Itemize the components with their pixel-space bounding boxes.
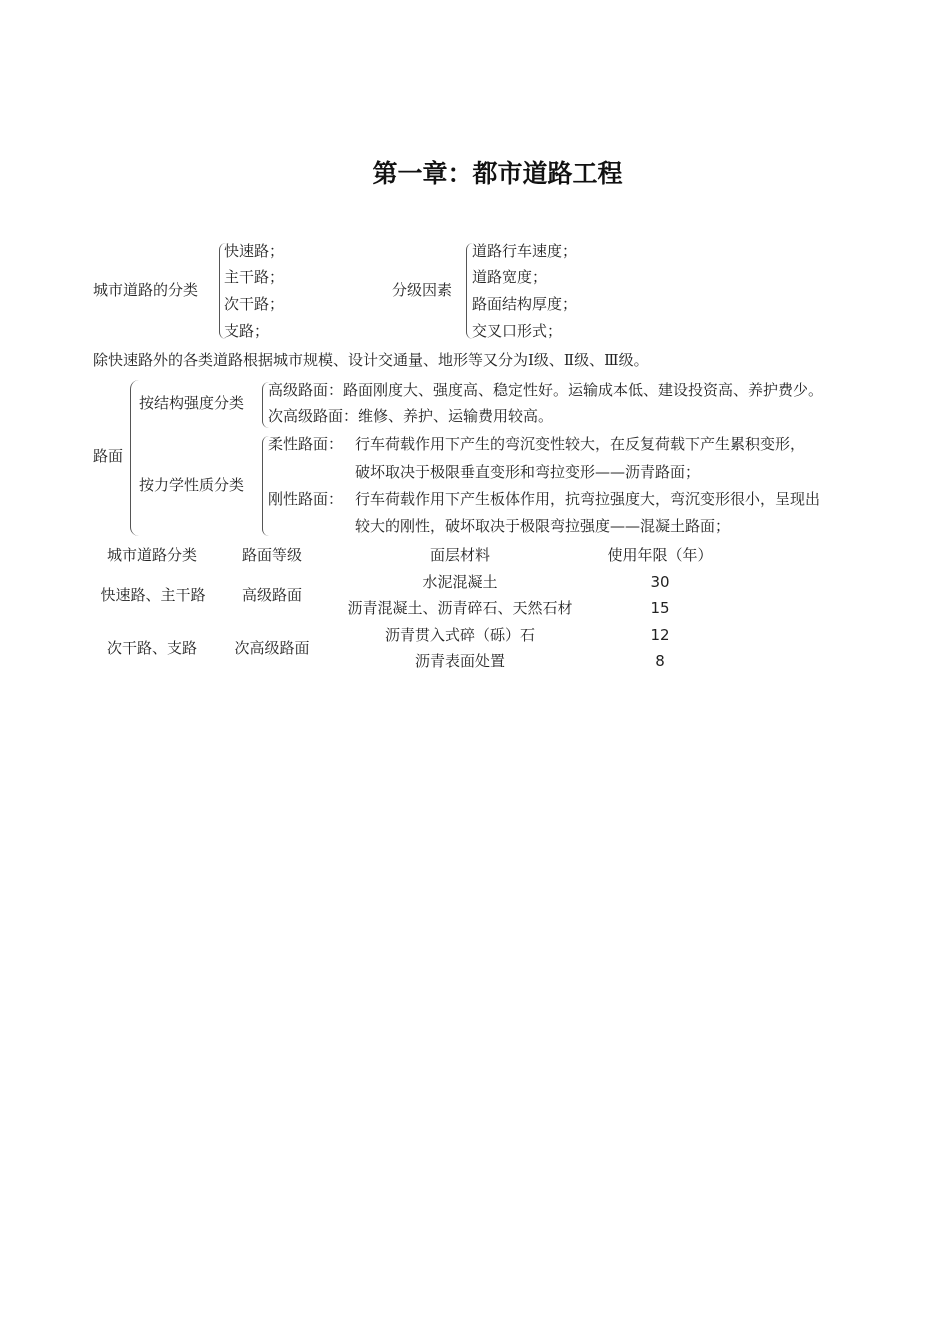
road-class-item: 主干路；: [224, 268, 285, 286]
mechanics-label: 按力学性质分类: [139, 476, 245, 494]
table-header: 面层材料: [429, 546, 490, 564]
grading-factor-item: 路面结构厚度；: [472, 295, 578, 313]
table-cell-years: 15: [650, 599, 670, 617]
road-classification-label: 城市道路的分类: [93, 281, 199, 299]
table-cell-grade: 高级路面: [241, 586, 302, 604]
road-class-item: 次干路；: [224, 295, 285, 313]
pavement-label: 路面: [93, 447, 124, 465]
flexible-pavement-name: 柔性路面：: [268, 435, 344, 453]
flexible-pavement-line: 行车荷载作用下产生的弯沉变性较大，在反复荷载下产生累积变形，: [355, 435, 806, 453]
table-header: 城市道路分类: [106, 546, 197, 564]
structure-strength-label: 按结构强度分类: [139, 394, 245, 412]
grading-factor-item: 道路行车速度；: [472, 242, 578, 260]
road-class-item: 支路；: [224, 322, 270, 340]
rigid-pavement-line: 行车荷载作用下产生板体作用，抗弯拉强度大，弯沉变形很小，呈现出: [355, 490, 821, 508]
pavement-brace: [130, 380, 139, 536]
flexible-pavement-line: 破坏取决于极限垂直变形和弯拉变形——沥青路面；: [355, 463, 701, 481]
table-cell-road-class: 快速路、主干路: [100, 586, 206, 604]
table-cell-material: 沥青表面处置: [414, 652, 505, 670]
table-header: 使用年限（年）: [607, 546, 713, 564]
table-header: 路面等级: [241, 546, 302, 564]
table-cell-grade: 次高级路面: [234, 639, 310, 657]
table-cell-material: 沥青贯入式碎（砾）石: [384, 626, 535, 644]
sub-high-grade-pavement: 次高级路面：维修、养护、运输费用较高。: [268, 407, 554, 425]
table-cell-years: 30: [650, 573, 670, 591]
grading-factor-item: 交叉口形式；: [472, 322, 563, 340]
table-cell-material: 沥青混凝土、沥青碎石、天然石材: [347, 599, 573, 617]
table-cell-material: 水泥混凝土: [422, 573, 498, 591]
rigid-pavement-line: 较大的刚性，破坏取决于极限弯拉强度——混凝土路面；: [355, 517, 731, 535]
grading-factor-item: 道路宽度；: [472, 268, 548, 286]
road-class-item: 快速路；: [224, 242, 285, 260]
page-title: 第一章：都市道路工程: [372, 159, 623, 188]
high-grade-pavement: 高级路面：路面刚度大、强度高、稳定性好。运输成本低、建设投资高、养护费少。: [268, 381, 824, 399]
grade-note: 除快速路外的各类道路根据城市规模、设计交通量、地形等又分为Ⅰ级、Ⅱ级、Ⅲ级。: [93, 351, 649, 369]
table-cell-years: 8: [655, 652, 665, 670]
table-cell-road-class: 次干路、支路: [106, 639, 197, 657]
table-cell-years: 12: [650, 626, 670, 644]
rigid-pavement-name: 刚性路面：: [268, 490, 344, 508]
grading-factors-label: 分级因素: [392, 281, 453, 299]
